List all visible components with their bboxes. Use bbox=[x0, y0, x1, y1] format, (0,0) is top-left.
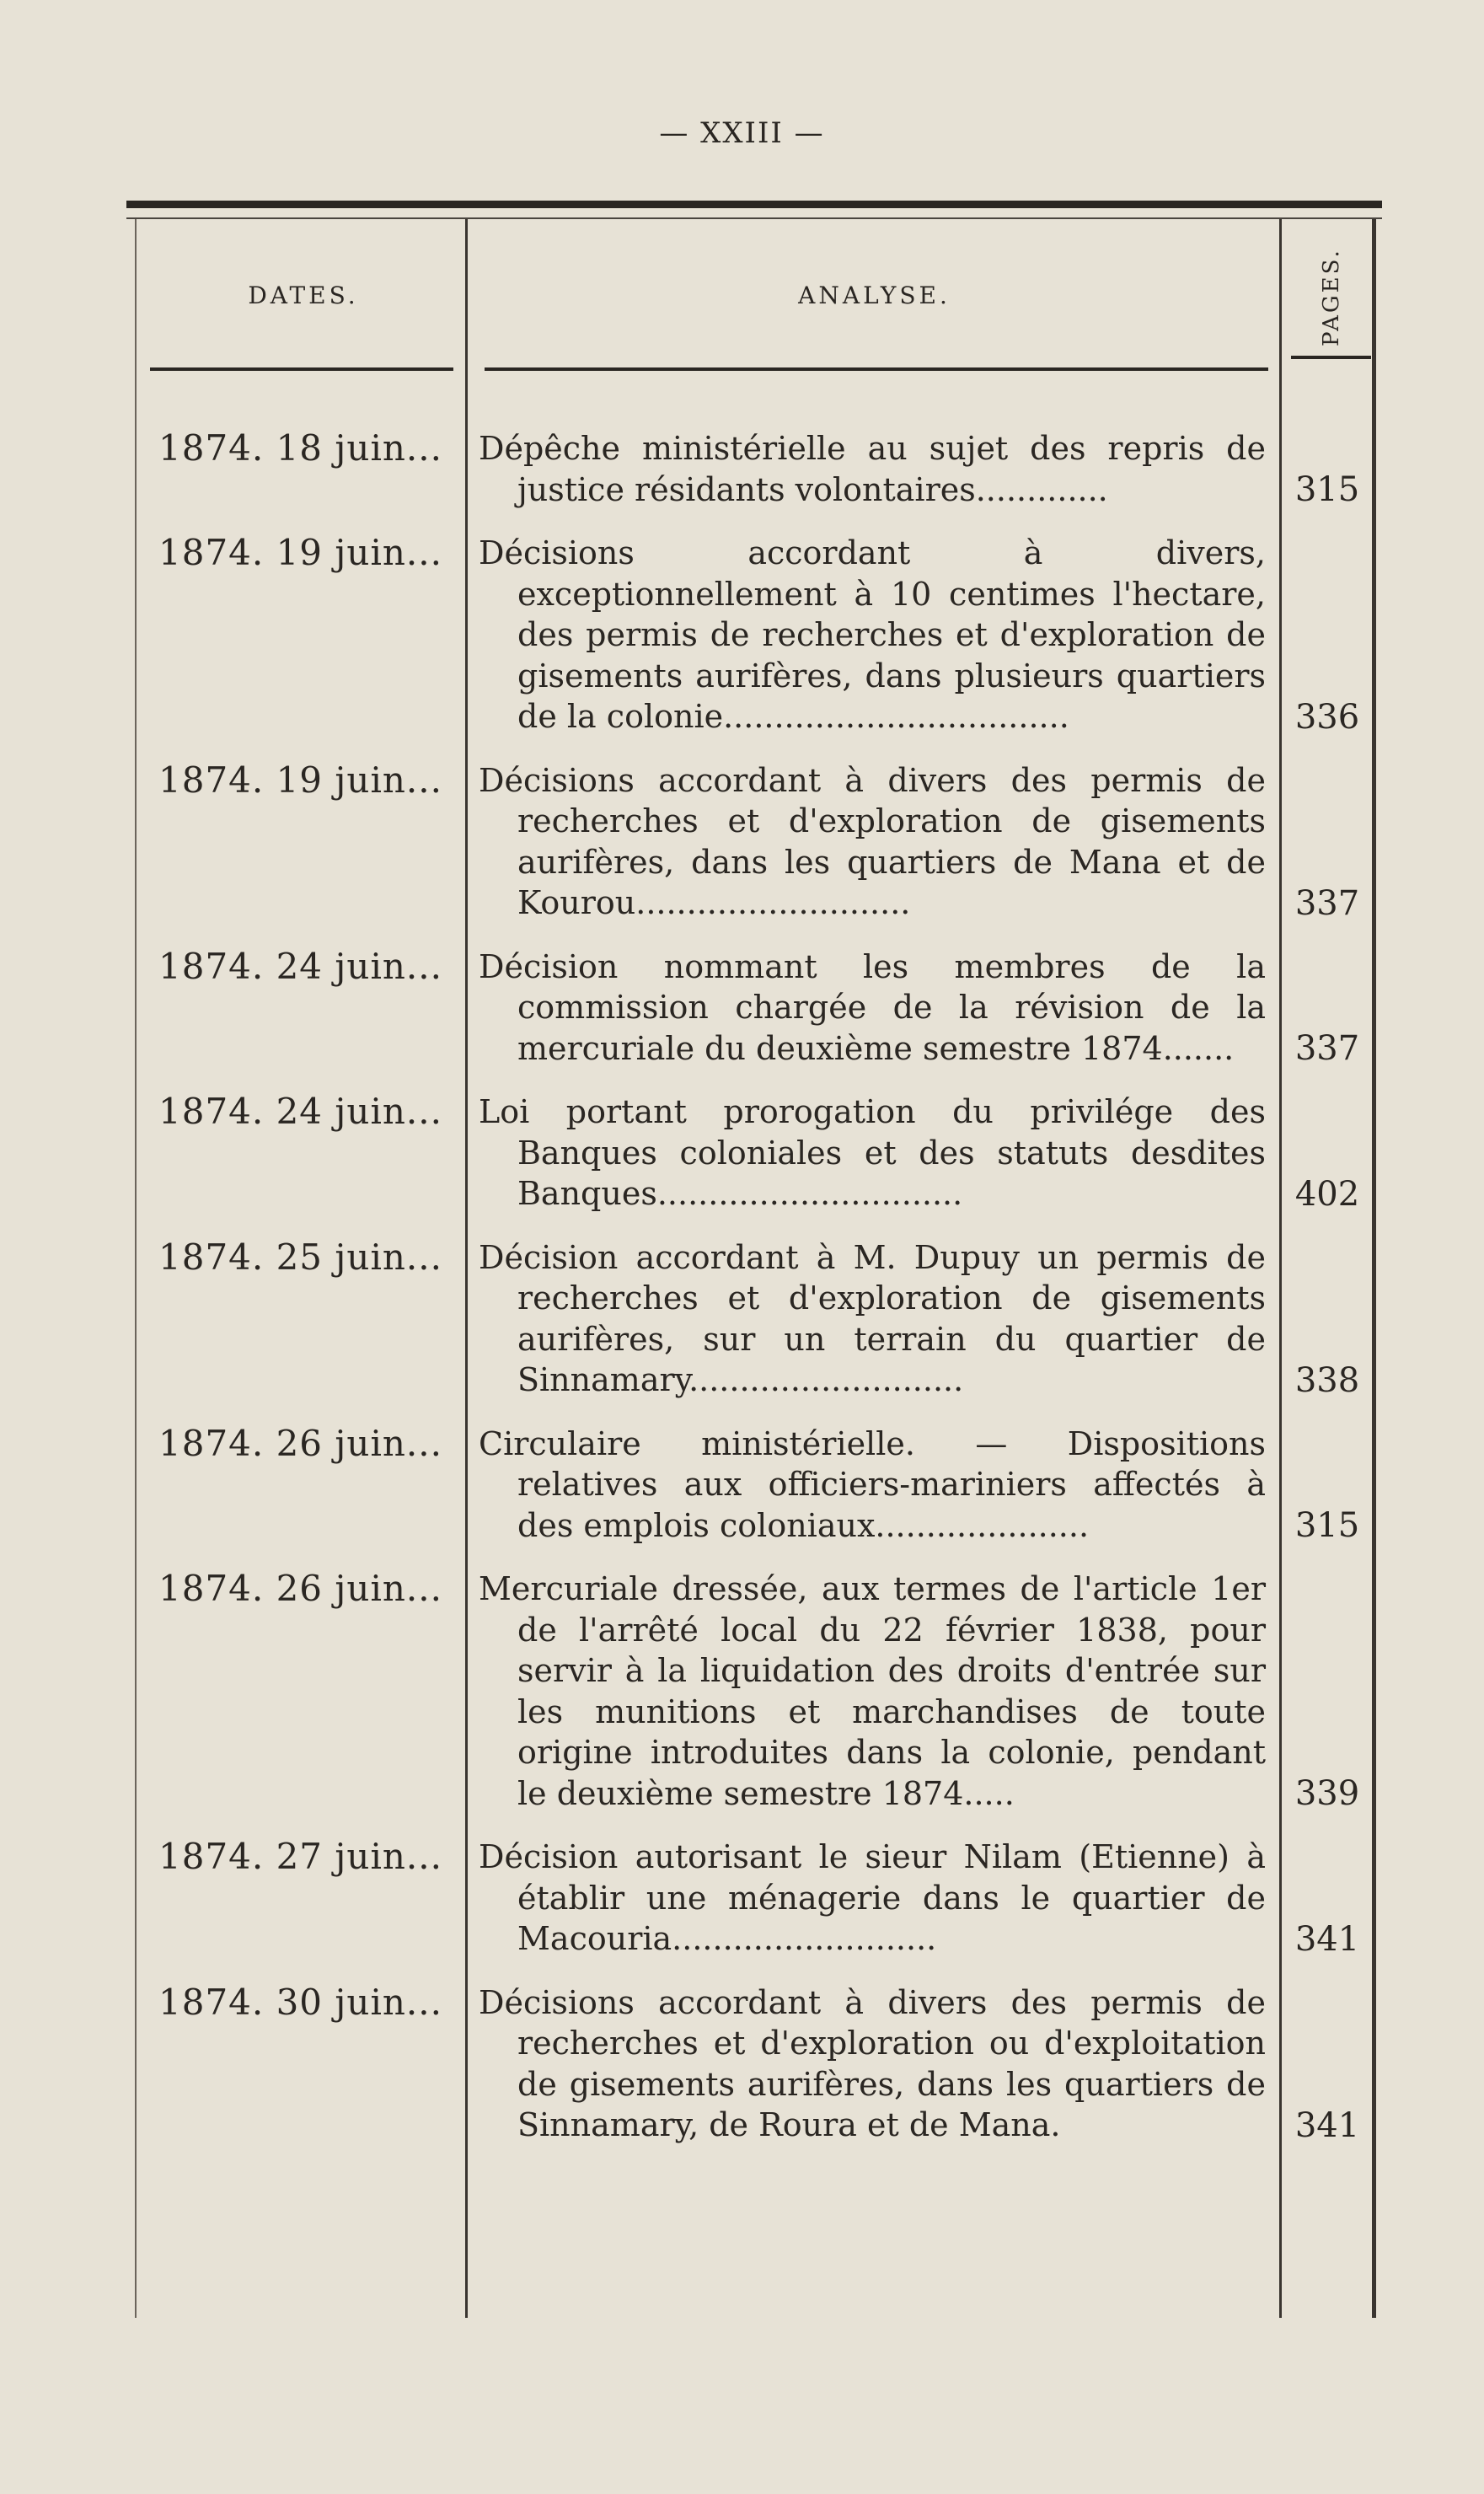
entry-page: 336 bbox=[1294, 697, 1360, 737]
entry-analysis: Décision accordant à M. Dupuy un permis de recherches et d'exploration de gisements aurifères, sur un terrain du quartier de Sinnamary........................... bbox=[479, 1238, 1266, 1398]
header-underline-analyse bbox=[485, 367, 1268, 371]
entry-analysis: Dépêche ministérielle au sujet des repris de justice résidants volontaires............. bbox=[479, 430, 1266, 508]
entry-page: 338 bbox=[1294, 1360, 1360, 1400]
entry-page: 315 bbox=[1294, 1506, 1360, 1545]
column-header-pages: PAGES. bbox=[1319, 248, 1344, 347]
entry-date: 1874. 18 juin... bbox=[158, 427, 442, 469]
entry-date: 1874. 26 juin... bbox=[158, 1422, 442, 1464]
table-top-rule bbox=[126, 201, 1382, 208]
header-underline-dates bbox=[150, 367, 453, 371]
entry-date: 1874. 24 juin... bbox=[158, 945, 442, 987]
table-row bbox=[126, 760, 1382, 924]
entry-analysis: Décisions accordant à divers des permis de recherches et d'exploration de gisements aurifères, dans les quartiers de Mana et de Kourou........................... bbox=[479, 761, 1266, 921]
entry-date: 1874. 26 juin... bbox=[158, 1568, 442, 1609]
entry-date: 1874. 19 juin... bbox=[158, 759, 442, 801]
column-header-analyse: ANALYSE. bbox=[798, 282, 951, 309]
entry-page: 315 bbox=[1294, 470, 1360, 509]
entry-analysis: Décision autorisant le sieur Nilam (Etienne) à établir une ménagerie dans le quartier de Macouria.......................... bbox=[479, 1838, 1266, 1957]
entry-analysis: Décisions accordant à divers, exceptionnellement à 10 centimes l'hectare, des permis de recherches et d'exploration de gisements aurifères, dans plusieurs quartiers de la colonie.................................. bbox=[479, 534, 1266, 735]
entry-page: 337 bbox=[1294, 883, 1360, 923]
entry-page: 339 bbox=[1294, 1774, 1360, 1813]
table-row bbox=[126, 1982, 1382, 2146]
table-top-thin-rule bbox=[126, 217, 1382, 219]
page-number-header: — XXIII — bbox=[659, 116, 825, 150]
entry-analysis: Mercuriale dressée, aux termes de l'article 1er de l'arrêté local du 22 février 1838, pour servir à la liquidation des droits d'entrée sur les munitions et marchandises de toute origine introduites dans la colonie, pendant le deuxième semestre 1874..... bbox=[479, 1570, 1266, 1812]
entry-page: 337 bbox=[1294, 1029, 1360, 1068]
entry-page: 341 bbox=[1294, 2105, 1360, 2145]
entry-page: 402 bbox=[1294, 1174, 1360, 1214]
entries-list bbox=[126, 428, 1382, 2169]
header-underline-pages bbox=[1291, 356, 1371, 359]
entry-analysis: Loi portant prorogation du privilége des Banques coloniales et des statuts desdites Banques.............................. bbox=[479, 1093, 1266, 1212]
entry-date: 1874. 27 juin... bbox=[158, 1836, 442, 1877]
entry-date: 1874. 25 juin... bbox=[158, 1236, 442, 1278]
table-row bbox=[126, 1424, 1382, 1547]
column-header-dates: DATES. bbox=[248, 282, 359, 309]
table-row bbox=[126, 1569, 1382, 1814]
table-row bbox=[126, 533, 1382, 737]
entry-date: 1874. 30 juin... bbox=[158, 1981, 442, 2023]
entry-analysis: Décision nommant les membres de la commission chargée de la révision de la mercuriale du deuxième semestre 1874....... bbox=[479, 947, 1266, 1067]
entry-analysis: Circulaire ministérielle. — Dispositions relatives aux officiers-mariniers affectés à des emplois coloniaux..................... bbox=[479, 1424, 1266, 1544]
entry-date: 1874. 19 juin... bbox=[158, 532, 442, 573]
table-row bbox=[126, 947, 1382, 1070]
entry-analysis: Décisions accordant à divers des permis de recherches et d'exploration ou d'exploitation de gisements aurifères, dans les quartiers de Sinnamary, de Roura et de Mana. bbox=[479, 1983, 1266, 2143]
table-row bbox=[126, 1837, 1382, 1960]
entry-date: 1874. 24 juin... bbox=[158, 1091, 442, 1132]
entry-page: 341 bbox=[1294, 1919, 1360, 1959]
table-row bbox=[126, 1237, 1382, 1401]
table-row bbox=[126, 1091, 1382, 1215]
index-table bbox=[126, 201, 1382, 2320]
table-row bbox=[126, 428, 1382, 510]
